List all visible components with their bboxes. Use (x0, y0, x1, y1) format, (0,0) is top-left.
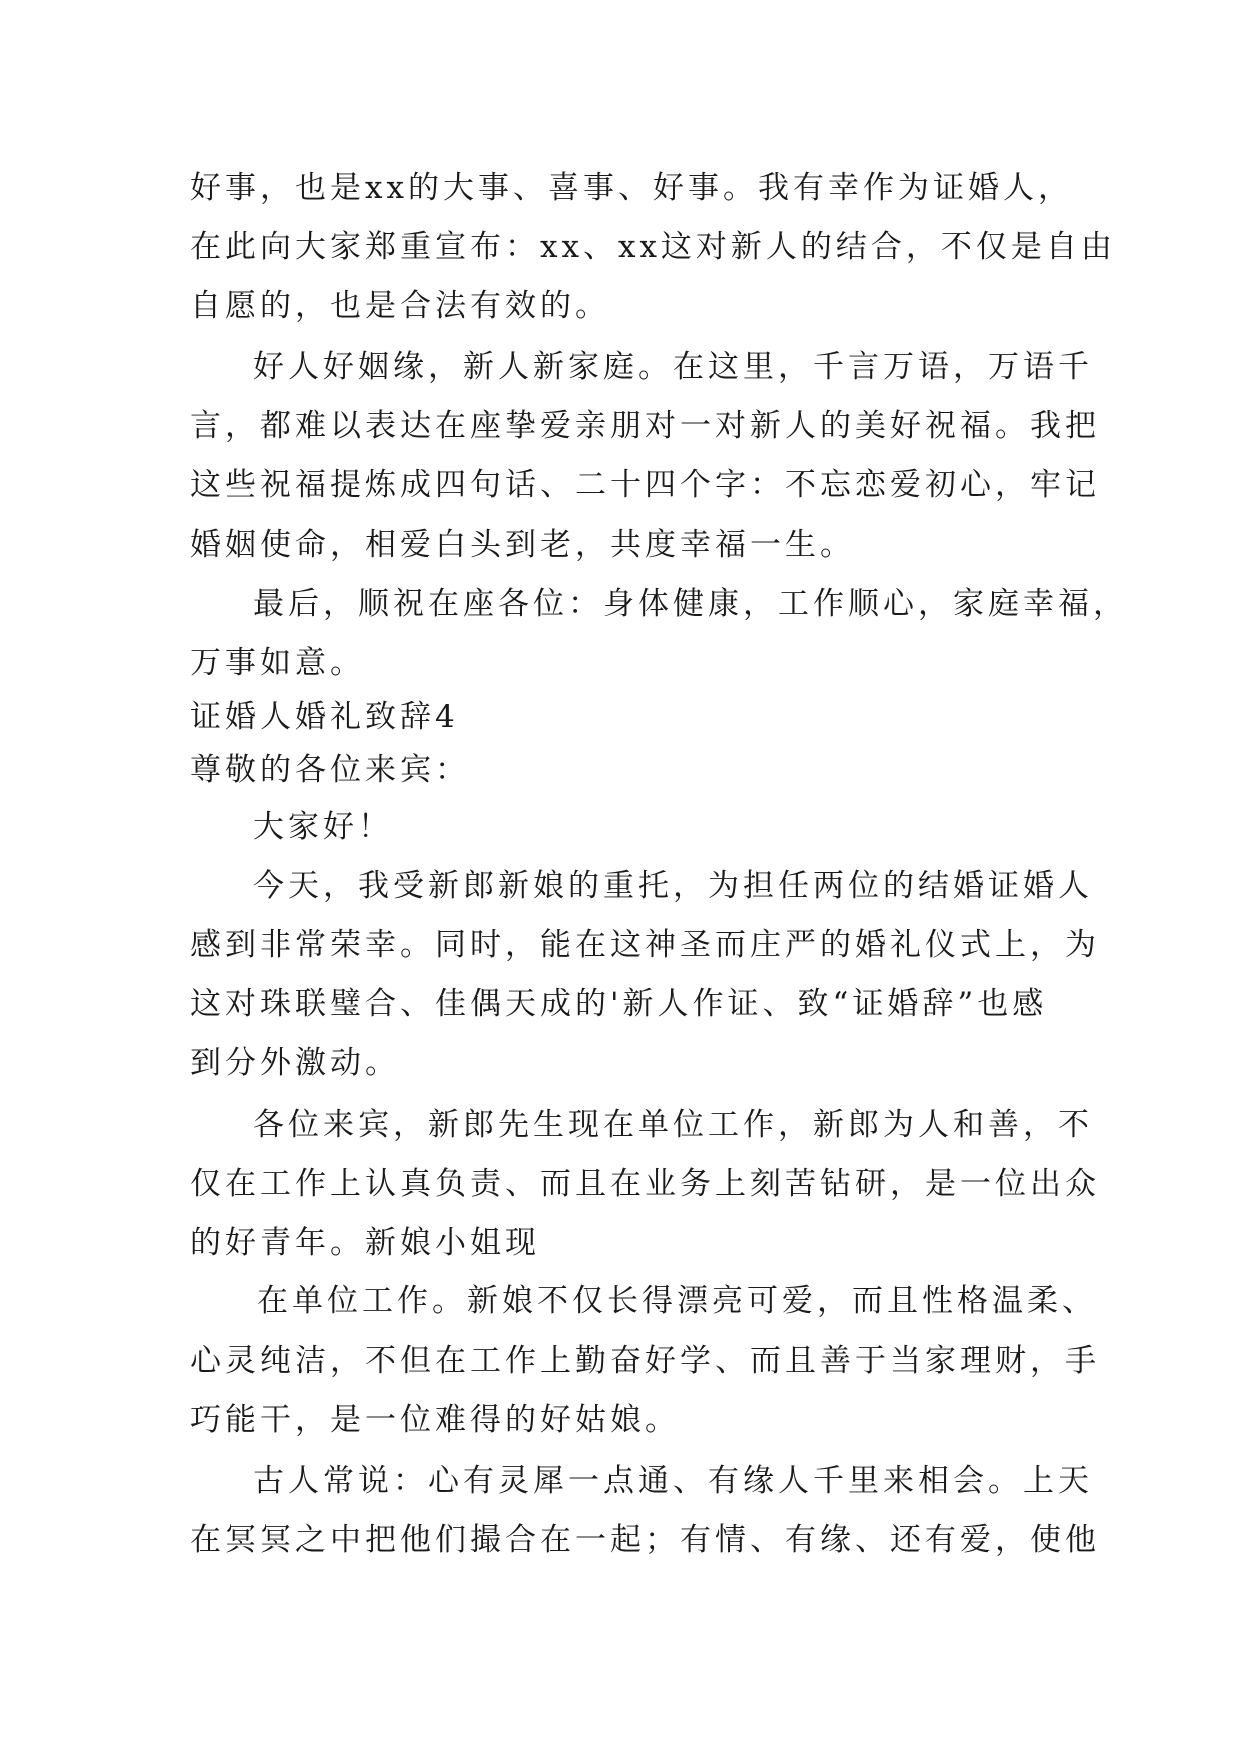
text-line: 仅在工作上认真负责、而且在业务上刻苦钻研，是一位出众 (190, 1166, 1100, 1202)
text-line: 今天，我受新郎新娘的重托，为担任两位的结婚证婚人 (253, 868, 1093, 904)
text-line: 各位来宾，新郎先生现在单位工作，新郎为人和善，不 (253, 1107, 1093, 1143)
section-heading: 证婚人婚礼致辞4 (190, 699, 459, 735)
text-line: 到分外激动。 (190, 1045, 400, 1081)
text-line: 最后，顺祝在座各位：身体健康，工作顺心，家庭幸福， (253, 586, 1128, 622)
text-line: 这些祝福提炼成四句话、二十四个字：不忘恋爱初心，牢记 (190, 467, 1100, 503)
text-line: 好人好姻缘，新人新家庭。在这里，千言万语，万语千 (253, 349, 1093, 385)
text-line: 好事，也是xx的大事、喜事、好事。我有幸作为证婚人， (190, 170, 1073, 206)
text-line: 自愿的，也是合法有效的。 (190, 288, 610, 324)
text-line: 感到非常荣幸。同时，能在这神圣而庄严的婚礼仪式上，为 (190, 927, 1100, 963)
text-line: 在冥冥之中把他们撮合在一起；有情、有缘、还有爱，使他 (190, 1522, 1100, 1558)
greeting: 大家好！ (253, 809, 393, 845)
text-line: 这对珠联璧合、佳偶天成的'新人作证、致“证婚辞”也感 (190, 986, 1048, 1022)
text-line: 在此向大家郑重宣布：xx、xx这对新人的结合，不仅是自由 (190, 229, 1116, 265)
text-line: 心灵纯洁，不但在工作上勤奋好学、而且善于当家理财，手 (190, 1343, 1100, 1379)
text-line: 言，都难以表达在座挚爱亲朋对一对新人的美好祝福。我把 (190, 408, 1100, 444)
salutation: 尊敬的各位来宾： (190, 752, 470, 788)
text-line: 的好青年。新娘小姐现 (190, 1225, 540, 1261)
text-line: 婚姻使命，相爱白头到老，共度幸福一生。 (190, 527, 855, 563)
text-line: 在单位工作。新娘不仅长得漂亮可爱，而且性格温柔、 (257, 1283, 1097, 1319)
text-line: 万事如意。 (190, 645, 365, 681)
text-line: 古人常说：心有灵犀一点通、有缘人千里来相会。上天 (253, 1463, 1093, 1499)
text-line: 巧能干，是一位难得的好姑娘。 (190, 1402, 680, 1438)
